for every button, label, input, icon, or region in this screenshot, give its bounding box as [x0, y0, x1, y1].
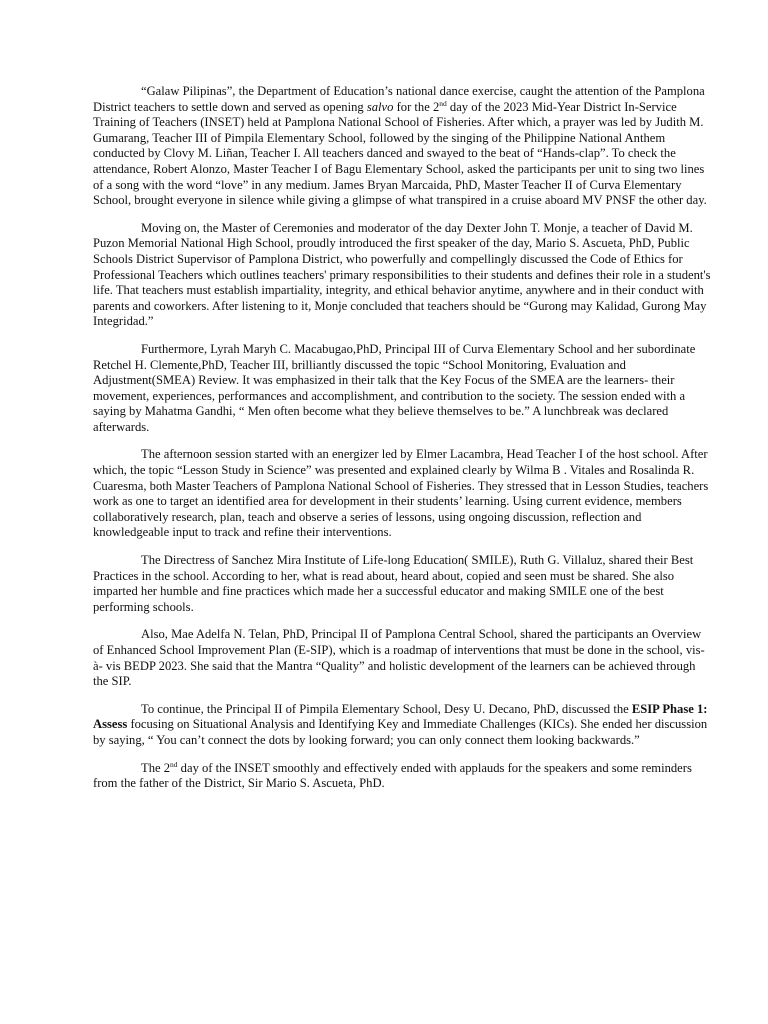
- paragraph-1-text-c: day of the 2023 Mid-Year District In-Service Training of Teachers (INSET) held at Pamplona National School of Fisheries. After which, a prayer was led by Judith M. Gumarang, Teacher III of Pimpila Elementary School, followed by the singing of the Philippine National Anthem conducted by Clovy M. Liñan, Teacher I. All teachers danced and swayed to the beat of “Hands-clap”. To check the attendance, Robert Alonzo, Master Teacher I of Bagu Elementary School, asked the participants per unit to sing two lines of a song with the word “love” in any medium. James Bryan Marcaida, PhD, Master Teacher II of Curva Elementary School, brought everyone in silence while giving a glimpse of what transpired in a cruise aboard MV PNSF the other day.: [93, 99, 707, 208]
- paragraph-1-text-a: “Galaw Pilipinas”, the Department of Education’s national dance exercise, caught the attention of the Pamplona District teachers to settle down and served as opening: [93, 84, 705, 114]
- paragraph-7-text-a: To continue, the Principal II of Pimpila Elementary School, Desy U. Decano, PhD, discussed the: [141, 701, 632, 716]
- paragraph-8-text-a: The 2: [141, 760, 171, 775]
- paragraph-7-bold-esip: ESIP Phase 1: Assess: [93, 701, 708, 732]
- paragraph-1: [93, 84, 713, 209]
- paragraph-7-text-b: focusing on Situational Analysis and Identifying Key and Immediate Challenges (KICs). She ended her discussion by saying, “ You can’t connect the dots by looking forward; you can only connect them looking backwards.”: [93, 717, 708, 747]
- paragraph-5: The Directress of Sanchez Mira Institute of Life-long Education( SMILE), Ruth G. Villaluz, shared their Best Practices in the school. According to her, what is read about, heard about, copied and seen must be shared. She also imparted her humble and fine practices which made her a successful educator and making SMILE one of the best performing schools.: [93, 553, 694, 614]
- paragraph-8-text-b: day of the INSET smoothly and effectively ended with applauds for the speakers and some reminders from the father of the District, Sir Mario S. Ascueta, PhD.: [93, 760, 692, 791]
- paragraph-1-superscript: nd: [439, 98, 447, 108]
- paragraph-8-superscript: nd: [170, 759, 178, 769]
- paragraph-3: Furthermore, Lyrah Maryh C. Macabugao,PhD, Principal III of Curva Elementary School and her subordinate Retchel H. Clemente,PhD, Teacher III, brilliantly discussed the topic “School Monitoring, Evaluation and Adjustment(SMEA) Review. It was emphasized in their talk that the Key Focus of the SMEA are the learners- their movement, experiences, performances and accomplishment, and contribution to the society. The session ended with a saying by Mahatma Gandhi, “ Men often become what they believe themselves to be.” A lunchbreak was declared afterwards.: [93, 341, 696, 434]
- paragraph-6: Also, Mae Adelfa N. Telan, PhD, Principal II of Pamplona Central School, shared the participants an Overview of Enhanced School Improvement Plan (E-SIP), which is a roadmap of interventions that must be done in the school, vis-à- vis BEDP 2023. She said that the Mantra “Quality” and holistic development of the learners can be achieved through the SIP.: [93, 627, 705, 689]
- paragraph-4: The afternoon session started with an energizer led by Elmer Lacambra, Head Teacher I of the host school. After which, the topic “Lesson Study in Science” was presented and explained clearly by Wilma B . Vitales and Rosalinda R. Cuaresma, both Master Teachers of Pamplona National School of Fisheries. They stressed that in Lesson Studies, teachers work as one to target an identified area for development in their students’ learning. Using current evidence, members collaboratively research, plan, teach and observe a series of lessons, using ongoing discussion, reflection and knowledgeable input to track and refine their interventions.: [93, 447, 709, 540]
- paragraph-1-text-b: for the 2: [393, 99, 440, 114]
- paragraph-8: [93, 761, 713, 792]
- paragraph-7: [93, 702, 713, 749]
- paragraph-1-italic-salvo: salvo: [366, 99, 394, 114]
- paragraph-2: Moving on, the Master of Ceremonies and moderator of the day Dexter John T. Monje, a teacher of David M. Puzon Memorial National High School, proudly introduced the first speaker of the day, Mario S. Ascueta, PhD, Public Schools District Supervisor of Pamplona District, who powerfully and compellingly discussed the Code of Ethics for Professional Teachers which outlines teachers' primary responsibilities to their students and defines their role in a student's life. That teachers must establish impartiality, integrity, and ethical behavior anytime, anywhere and in their conduct with parents and coworkers. After listening to it, Monje concluded that teachers should be “Gurong may Kalidad, Gurong May Integridad.”: [93, 220, 711, 329]
